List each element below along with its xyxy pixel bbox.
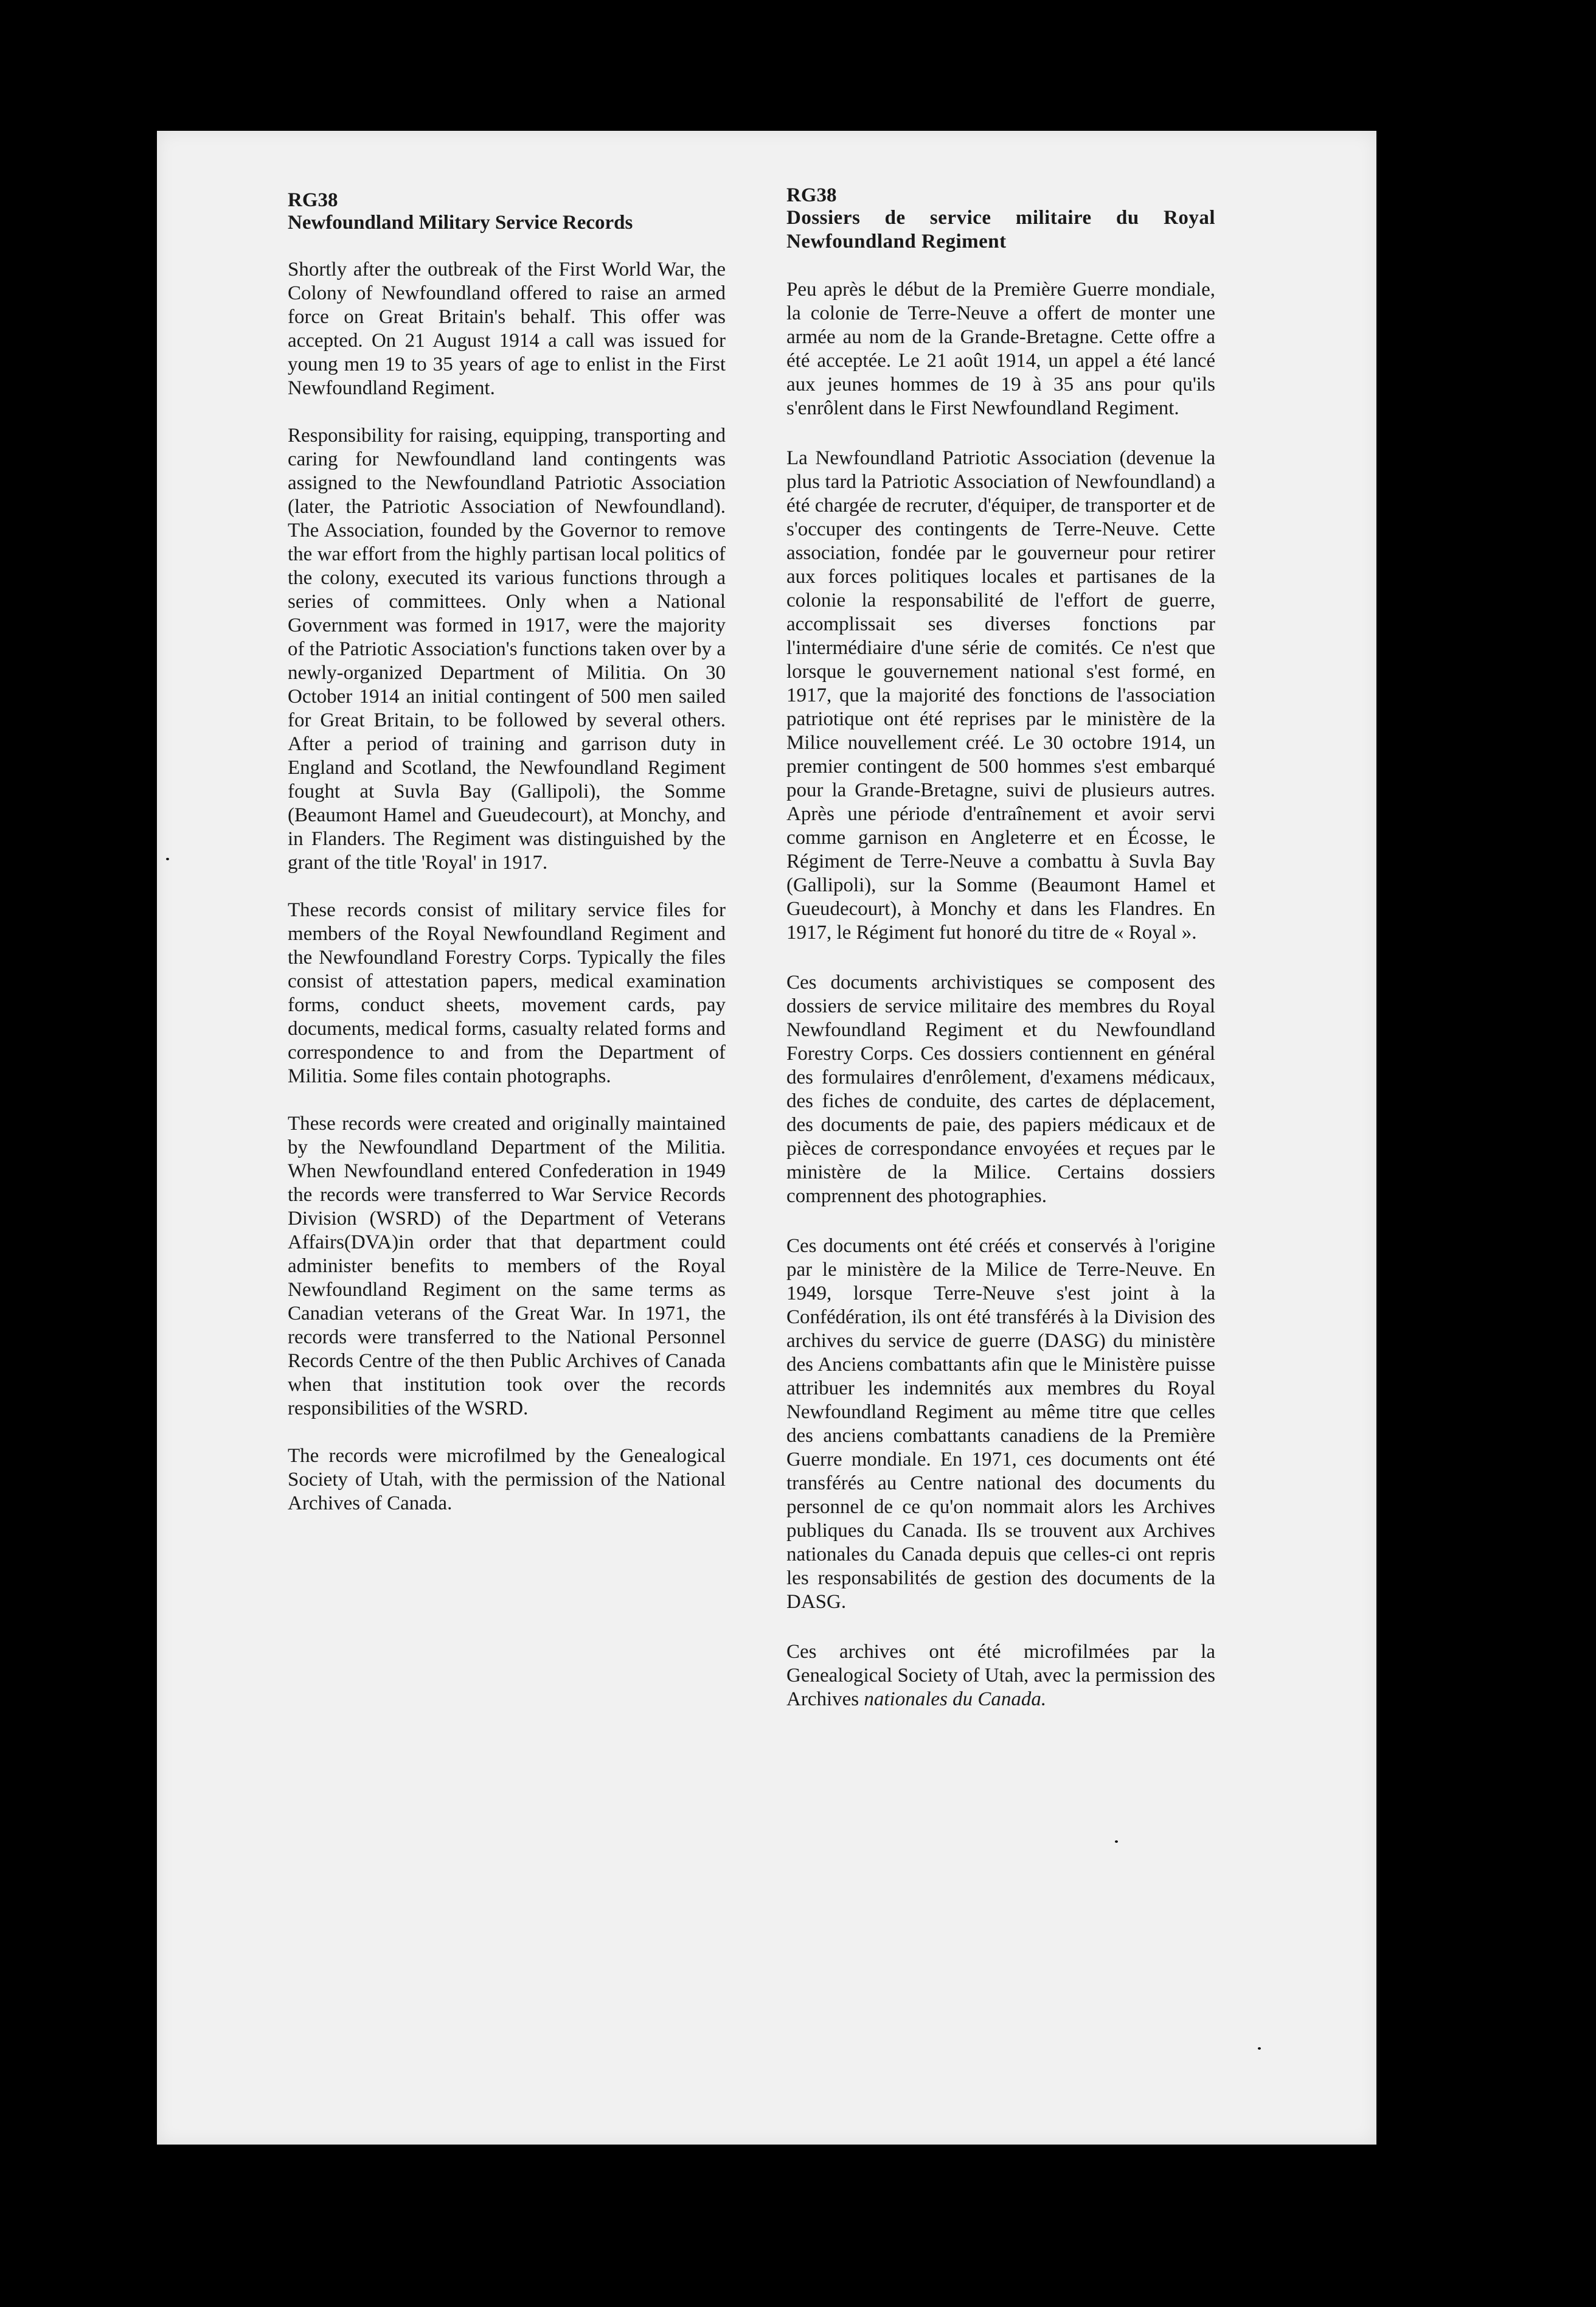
english-column [288,189,726,1515]
english-paragraph: Responsibility for raising, equipping, transporting and caring for Newfoundland land contingents was assigned to the Newfoundland Patriotic Association (later, the Patriotic Association of Newfoundland). The Association, founded by the Governor to remove the war effort from the highly partisan local politics of the colony, executed its various functions through a series of committees. Only when a National Government was formed in 1917, were the majority of the Patriotic Association's functions taken over by a newly-organized Department of Militia. On 30 October 1914 an initial contingent of 500 men sailed for Great Britain, to be followed by several others. After a period of training and garrison duty in England and Scotland, the Newfoundland Regiment fought at Suvla Bay (Gallipoli), the Somme (Beaumont Hamel and Gueudecourt), at Monchy, and in Flanders. The Regiment was distinguished by the grant of the title 'Royal' in 1917. [288,425,726,874]
scan-speck [1258,2047,1261,2050]
english-paragraph: These records consist of military service files for members of the Royal Newfoundland Regiment and the Newfoundland Forestry Corps. Typically the files consist of attestation papers, medical examination forms, conduct sheets, movement cards, pay documents, medical forms, casualty related forms and correspondence to and from the Department of Militia. Some files contain photographs. [288,899,726,1087]
scan-speck [166,858,169,860]
french-paragraph: Peu après le début de la Première Guerre mondiale, la colonie de Terre-Neuve a offert de monter une armée au nom de la Grande-Bretagne. Cette offre a été acceptée. Le 21 août 1914, un appel a été lancé aux jeunes hommes de 19 à 35 ans pour qu'ils s'enrôlent dans le First Newfoundland Regiment. [786,279,1215,419]
english-title: Newfoundland Military Service Records [288,212,633,234]
record-group-code: RG38 [786,184,837,206]
french-paragraph: Ces documents archivistiques se composent des dossiers de service militaire des membres du Royal Newfoundland Regiment et du Newfoundland Forestry Corps. Ces dossiers contiennent en général des formulaires d'enrôlement, d'examens médicaux, des fiches de conduite, des cartes de déplacement, des documents de paie, des papiers médicaux et de pièces de correspondance envoyées et reçues par le ministère de la Milice. Certains dossiers comprennent des photographies. [786,972,1215,1207]
french-paragraph-final [786,1640,1215,1711]
english-paragraph: These records were created and originally maintained by the Newfoundland Department of the Militia. When Newfoundland entered Confederation in 1949 the records were transferred to War Service Records Division (WSRD) of the Department of Veterans Affairs(DVA)in order that that department could administer benefits to members of the Royal Newfoundland Regiment on the same terms as Canadian veterans of the Great War. In 1971, the records were transferred to the National Personnel Records Centre of the then Public Archives of Canada when that institution took over the records responsibilities of the WSRD. [288,1113,726,1419]
scanned-page [157,131,1376,2145]
english-paragraph: Shortly after the outbreak of the First World War, the Colony of Newfoundland offered to raise an armed force on Great Britain's behalf. This offer was accepted. On 21 August 1914 a call was issued for young men 19 to 35 years of age to enlist in the First Newfoundland Regiment. [288,259,726,399]
french-title: Dossiers de service militaire du Royal Newfoundland Regiment [786,207,1215,252]
scan-speck [1115,1840,1118,1843]
english-paragraph: The records were microfilmed by the Genealogical Society of Utah, with the permission of the National Archives of Canada. [288,1445,726,1514]
french-column [786,184,1215,1711]
french-paragraph: La Newfoundland Patriotic Association (devenue la plus tard la Patriotic Association of Newfoundland) a été chargée de recruter, d'équiper, de transporter et de s'occuper des contingents de Terre-Neuve. Cette association, fondée par le gouverneur pour retirer aux forces politiques locales et partisanes de la colonie la responsabilité de l'effort de guerre, accomplissait ses diverses fonctions par l'intermédiaire d'une série de comités. Ce n'est que lorsque le gouvernement national s'est formé, en 1917, que la majorité des fonctions de l'association patriotique ont été reprises par le ministère de la Milice nouvellement créé. Le 30 octobre 1914, un premier contingent de 500 hommes s'est embarqué pour la Grande-Bretagne, suivi de plusieurs autres. Après une période d'entraînement et avoir servi comme garnison en Angleterre et en Écosse, le Régiment de Terre-Neuve a combattu à Suvla Bay (Gallipoli), sur la Somme (Beaumont Hamel et Gueudecourt), à Monchy et dans les Flandres. En 1917, le Régiment fut honoré du titre de « Royal ». [786,447,1215,944]
french-final-italic: nationales du Canada. [864,1688,1047,1710]
french-final-text: Ces archives ont été microfilmées par la Genealogical Society of Utah, avec la permission des Archives [786,1641,1215,1710]
record-group-code: RG38 [288,189,338,211]
french-paragraph: Ces documents ont été créés et conservés à l'origine par le ministère de la Milice de Terre-Neuve. En 1949, lorsque Terre-Neuve s'est joint à la Confédération, ils ont été transférés à la Division des archives du service de guerre (DASG) du ministère des Anciens combattants afin que le Ministère puisse attribuer les indemnités aux membres du Royal Newfoundland Regiment au même titre que celles des anciens combattants canadiens de la Première Guerre mondiale. En 1971, ces documents ont été transférés au Centre national des documents du personnel de ce qu'on nommait alors les Archives publiques du Canada. Ils se trouvent aux Archives nationales du Canada depuis que celles-ci ont repris les responsabilités de gestion des documents de la DASG. [786,1235,1215,1613]
